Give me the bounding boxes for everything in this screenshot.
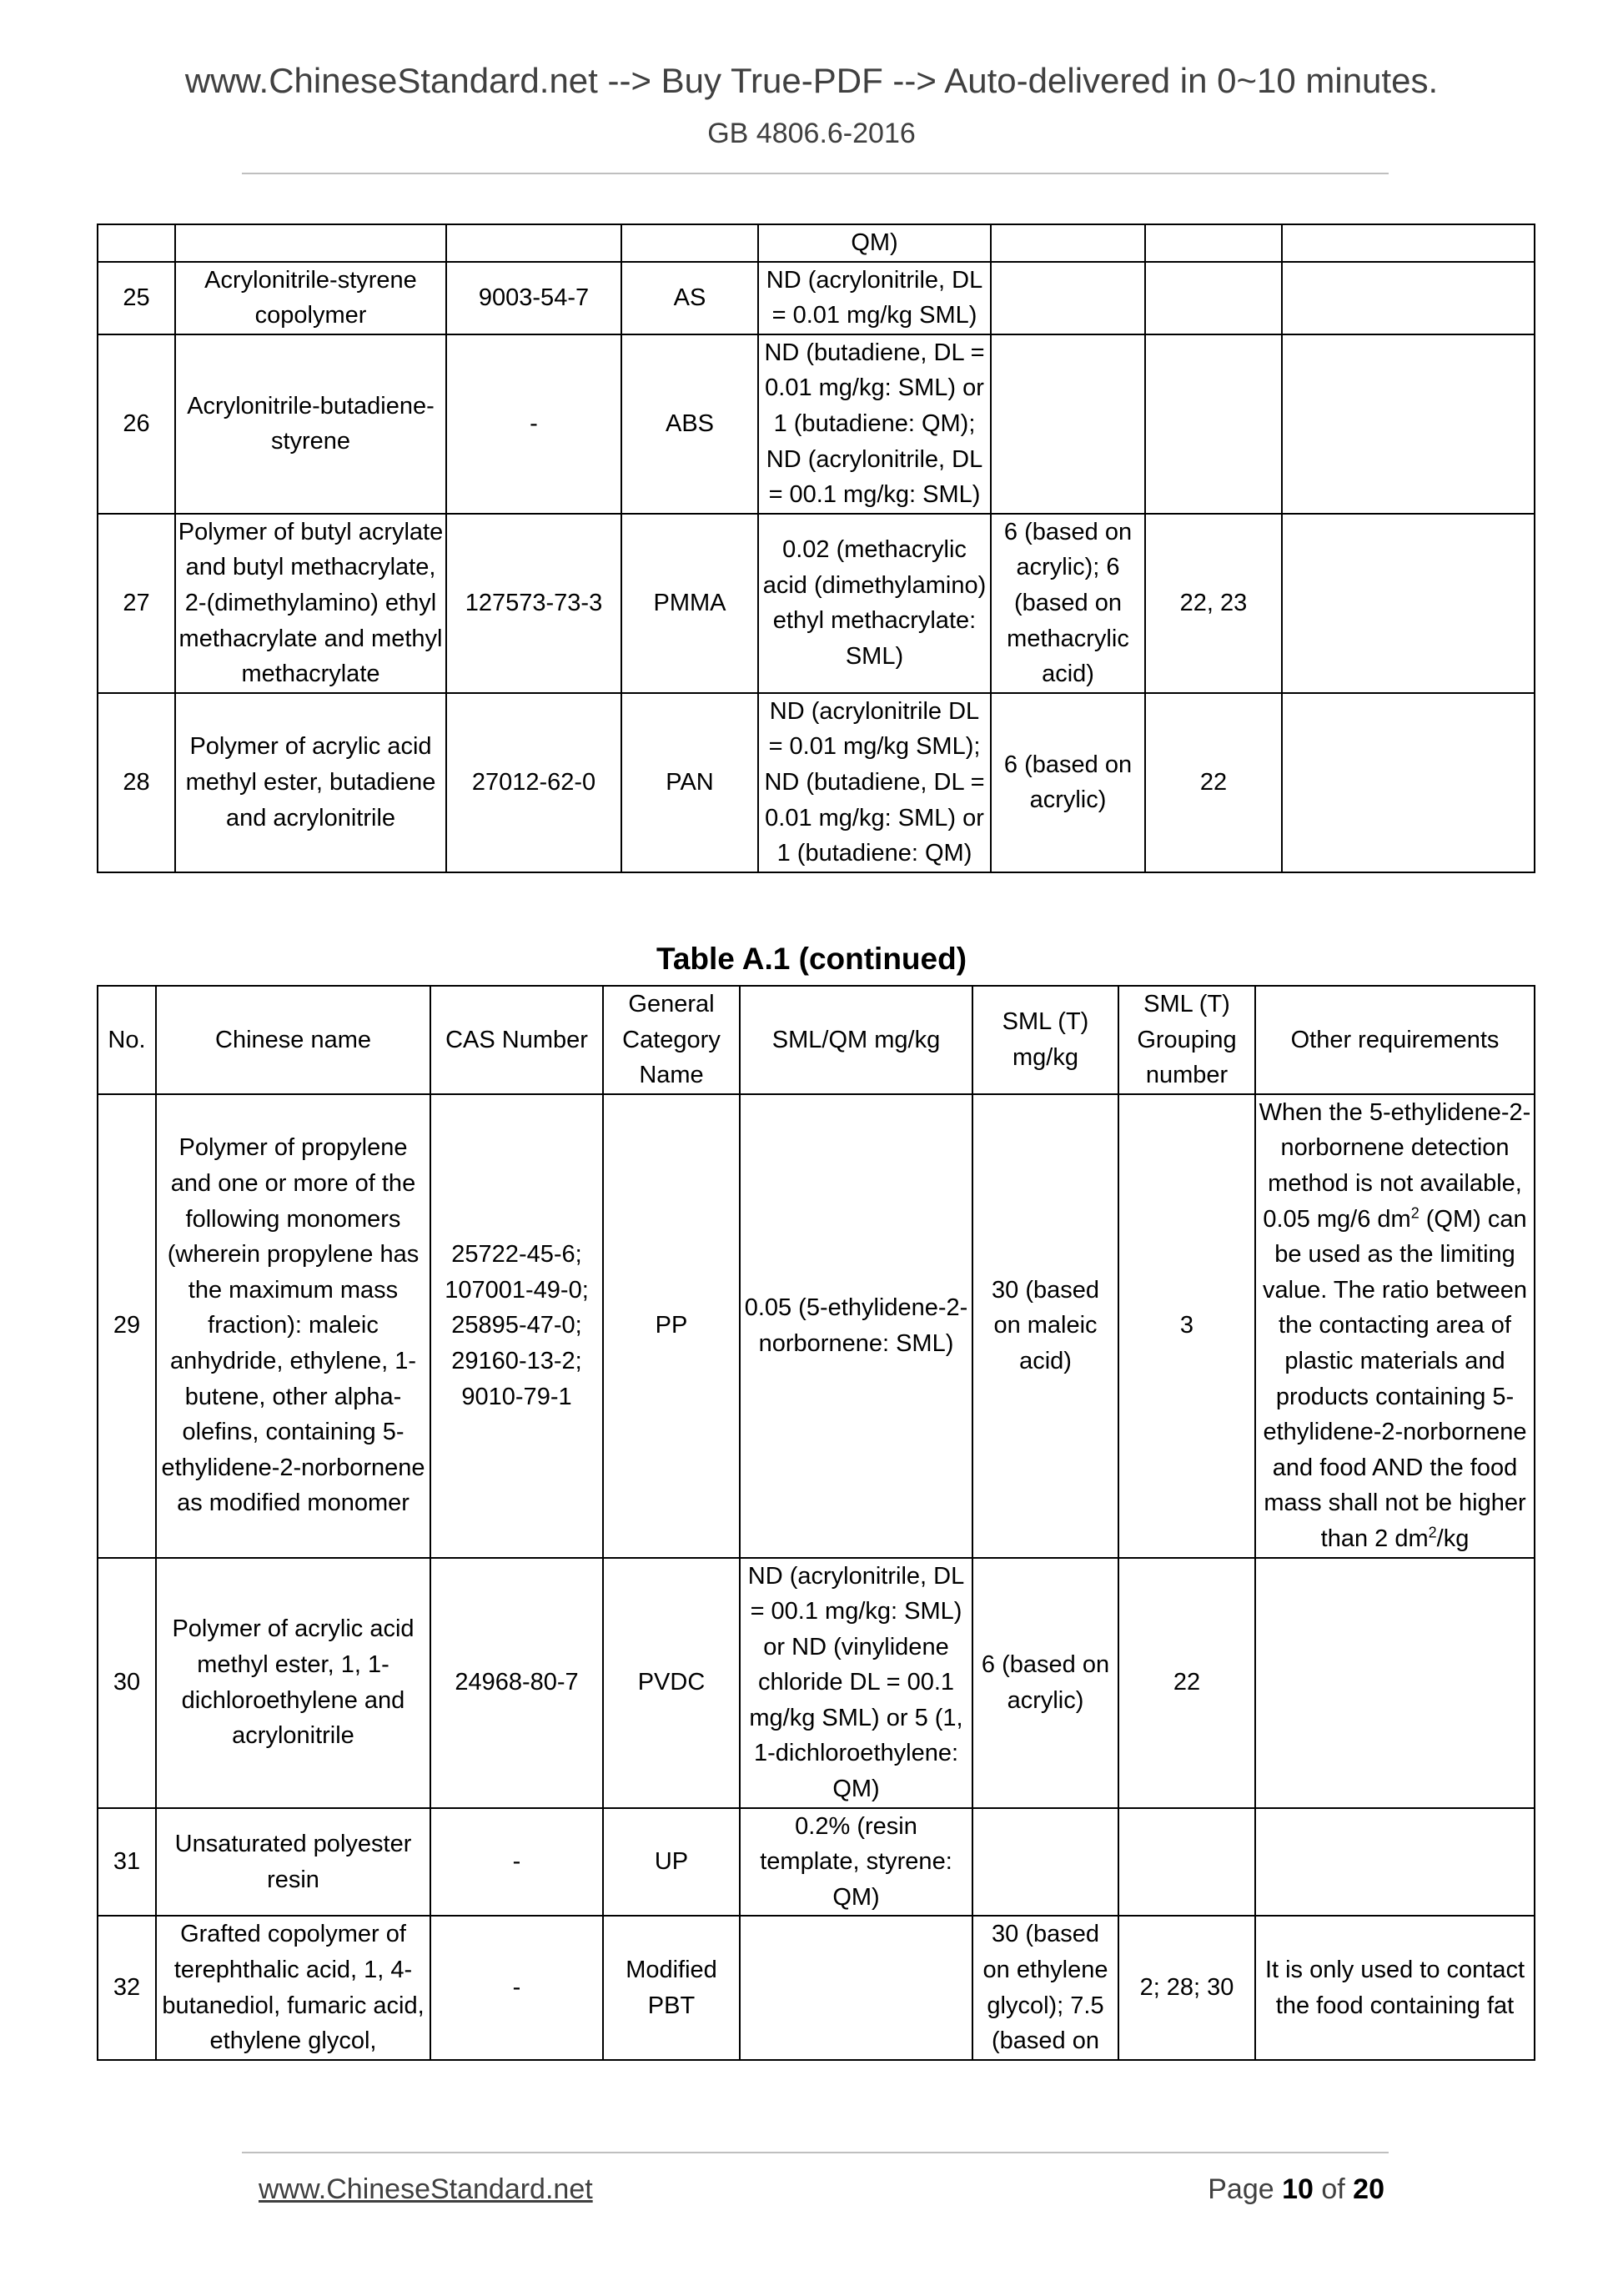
cell-other: [1282, 693, 1535, 872]
table-row: [98, 514, 1535, 693]
cell-group: 2; 28; 30: [1118, 1916, 1255, 2059]
header-general-category: General Category Name: [603, 986, 740, 1094]
table-row: [98, 1916, 1535, 2059]
header-divider: [242, 173, 1389, 174]
cell-other: [1282, 262, 1535, 334]
cell-other: [1255, 1094, 1535, 1558]
cell-other: [1255, 1808, 1535, 1917]
superscript: 2: [1428, 1524, 1437, 1541]
header-other-requirements: Other requirements: [1255, 986, 1535, 1094]
footer-divider: [242, 2152, 1389, 2153]
table-row: [98, 1558, 1535, 1808]
cell-category: PMMA: [621, 514, 758, 693]
cell-category: PVDC: [603, 1558, 740, 1808]
cell-other: [1282, 224, 1535, 262]
cell-sml-t: [972, 1808, 1118, 1917]
cell-category: PP: [603, 1094, 740, 1558]
of-word: of: [1313, 2173, 1354, 2205]
other-text-c: /kg: [1436, 1525, 1470, 1552]
cell-cas: -: [446, 334, 621, 514]
cell-cas: 24968-80-7: [430, 1558, 603, 1808]
cell-sml-t: 6 (based on acrylic); 6 (based on methacrylic acid): [991, 514, 1145, 693]
table-row: [98, 1808, 1535, 1917]
cell-no: 32: [98, 1916, 156, 2059]
cell-sml-qm: ND (acrylonitrile, DL = 00.1 mg/kg: SML) or ND (vinylidene chloride DL = 00.1 mg/kg SML) or 5 (1, 1-dichloroethylene: QM): [740, 1558, 972, 1808]
cell-group: [1145, 262, 1282, 334]
cell-other: [1255, 1558, 1535, 1808]
cell-group: 22: [1145, 693, 1282, 872]
cell-sml-qm: ND (acrylonitrile DL = 0.01 mg/kg SML); ND (butadiene, DL = 0.01 mg/kg: SML) or 1 (butadiene: QM): [758, 693, 991, 872]
cell-no: 30: [98, 1558, 156, 1808]
cell-group: [1118, 1808, 1255, 1917]
header-chinese-name: Chinese name: [156, 986, 430, 1094]
cell-sml-t: 6 (based on acrylic): [972, 1558, 1118, 1808]
cell-name: Grafted copolymer of terephthalic acid, 1, 4-butanediol, fumaric acid, ethylene glycol,: [156, 1916, 430, 2059]
cell-category: Modified PBT: [603, 1916, 740, 2059]
cell-category: UP: [603, 1808, 740, 1917]
cell-category: ABS: [621, 334, 758, 514]
cell-name: Polymer of propylene and one or more of the following monomers (wherein propylene has the maximum mass fraction): maleic anhydride, ethylene, 1-butene, other alpha-olefins, containing 5-ethylidene-2-norbornene as modified monomer: [156, 1094, 430, 1558]
cell-category: AS: [621, 262, 758, 334]
header-sml-t: SML (T) mg/kg: [972, 986, 1118, 1094]
table-a1-continued: [97, 985, 1535, 2061]
cell-sml-qm: ND (butadiene, DL = 0.01 mg/kg: SML) or 1 (butadiene: QM); ND (acrylonitrile, DL = 00.1 mg/kg: SML): [758, 334, 991, 514]
cell-sml-t: [991, 262, 1145, 334]
table-row: [98, 693, 1535, 872]
table-header-row: [98, 986, 1535, 1094]
cell-sml-t: 30 (based on maleic acid): [972, 1094, 1118, 1558]
cell-sml-t: [991, 334, 1145, 514]
cell-sml-t: [991, 224, 1145, 262]
cell-group: 3: [1118, 1094, 1255, 1558]
cell-name: Polymer of acrylic acid methyl ester, butadiene and acrylonitrile: [175, 693, 446, 872]
header-no: No.: [98, 986, 156, 1094]
cell-name: Polymer of butyl acrylate and butyl methacrylate, 2-(dimethylamino) ethyl methacrylate and methyl methacrylate: [175, 514, 446, 693]
cell-name: Acrylonitrile-butadiene-styrene: [175, 334, 446, 514]
header-sml-qm: SML/QM mg/kg: [740, 986, 972, 1094]
cell-sml-qm: 0.2% (resin template, styrene: QM): [740, 1808, 972, 1917]
header-cas-number: CAS Number: [430, 986, 603, 1094]
cell-no: 29: [98, 1094, 156, 1558]
table-row: [98, 1094, 1535, 1558]
cell-other: [1282, 514, 1535, 693]
cell-cas: -: [430, 1916, 603, 2059]
cell-cas: [446, 224, 621, 262]
page-indicator: [1208, 2173, 1384, 2206]
cell-no: 26: [98, 334, 175, 514]
cell-category: [621, 224, 758, 262]
cell-group: [1145, 334, 1282, 514]
cell-cas: 25722-45-6; 107001-49-0; 25895-47-0; 29160-13-2; 9010-79-1: [430, 1094, 603, 1558]
cell-no: 27: [98, 514, 175, 693]
cell-name: Acrylonitrile-styrene copolymer: [175, 262, 446, 334]
cell-category: PAN: [621, 693, 758, 872]
cell-other: [1282, 334, 1535, 514]
header-banner: www.ChineseStandard.net --> Buy True-PDF --> Auto-delivered in 0~10 minutes.: [184, 61, 1439, 100]
cell-sml-qm: 0.05 (5-ethylidene-2-norbornene: SML): [740, 1094, 972, 1558]
cell-no: 28: [98, 693, 175, 872]
table-row: [98, 334, 1535, 514]
table-row: [98, 262, 1535, 334]
cell-sml-qm: [740, 1916, 972, 2059]
table-caption: Table A.1 (continued): [656, 942, 967, 976]
cell-no: [98, 224, 175, 262]
cell-group: [1145, 224, 1282, 262]
cell-group: 22: [1118, 1558, 1255, 1808]
cell-sml-t: 30 (based on ethylene glycol); 7.5 (based on: [972, 1916, 1118, 2059]
cell-name: Unsaturated polyester resin: [156, 1808, 430, 1917]
cell-cas: 9003-54-7: [446, 262, 621, 334]
cell-other: It is only used to contact the food containing fat: [1255, 1916, 1535, 2059]
cell-cas: 127573-73-3: [446, 514, 621, 693]
cell-name: [175, 224, 446, 262]
cell-group: 22, 23: [1145, 514, 1282, 693]
header-grouping-number: SML (T) Grouping number: [1118, 986, 1255, 1094]
page-total: 20: [1353, 2173, 1384, 2205]
footer-site-link[interactable]: www.ChineseStandard.net: [259, 2173, 593, 2205]
standard-code: GB 4806.6-2016: [707, 118, 916, 149]
page-word: Page: [1208, 2173, 1283, 2205]
cell-name: Polymer of acrylic acid methyl ester, 1, 1-dichloroethylene and acrylonitrile: [156, 1558, 430, 1808]
page-number: 10: [1282, 2173, 1314, 2205]
cell-sml-qm: ND (acrylonitrile, DL = 0.01 mg/kg SML): [758, 262, 991, 334]
cell-cas: -: [430, 1808, 603, 1917]
cell-cas: 27012-62-0: [446, 693, 621, 872]
cell-sml-t: 6 (based on acrylic): [991, 693, 1145, 872]
cell-sml-qm: 0.02 (methacrylic acid (dimethylamino) ethyl methacrylate: SML): [758, 514, 991, 693]
table-continued-top: [97, 224, 1535, 873]
superscript: 2: [1410, 1203, 1419, 1221]
cell-no: 25: [98, 262, 175, 334]
cell-sml-qm: QM): [758, 224, 991, 262]
other-text-b: (QM) can be used as the limiting value. The ratio between the contacting area of plastic materials and products containing 5-ethylidene-2-norbornene and food AND the food mass shall not be higher than 2 dm: [1262, 1205, 1528, 1552]
table-row: [98, 224, 1535, 262]
cell-no: 31: [98, 1808, 156, 1917]
other-text-a: When the 5-ethylidene-2- norbornene detection method is not available, 0.05 mg/6 dm: [1259, 1098, 1531, 1233]
